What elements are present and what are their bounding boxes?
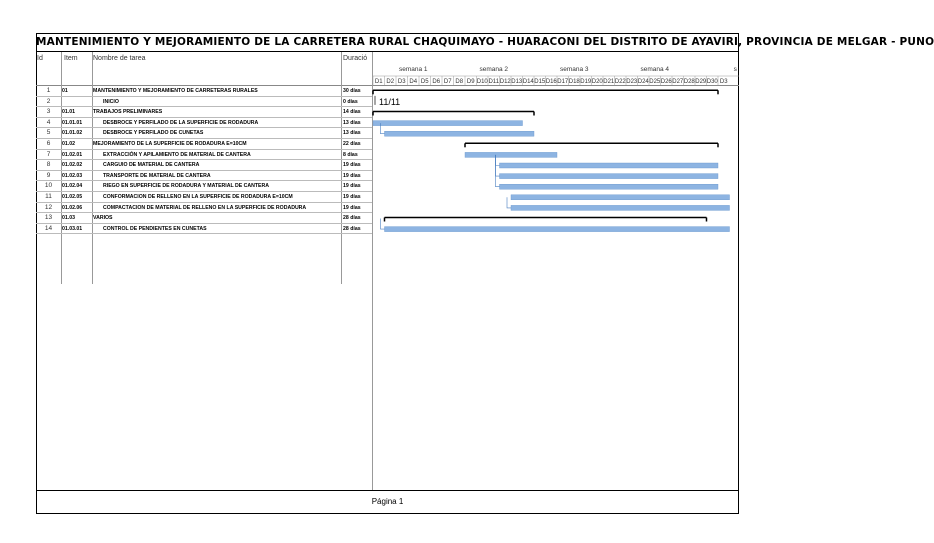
task-item: 01.03.01 [62,225,83,232]
task-dur: 8 días [343,151,358,158]
day-label: D3 [719,79,728,85]
day-label: D24 [637,79,649,85]
day-label: D20 [591,79,603,85]
task-item: 01 [62,88,68,94]
task-dur: 13 días [343,130,361,137]
task-id: 12 [44,203,53,211]
day-label: D17 [557,79,569,85]
column-header-id[interactable]: Id [37,55,43,62]
task-name: COMPACTACION DE MATERIAL DE RELLENO EN LA SUPERFICIE DE RODADURA [103,204,307,211]
task-item: 01.02.03 [62,172,83,179]
day-label: D18 [568,79,580,85]
task-bar [500,174,719,179]
task-name: TRANSPORTE DE MATERIAL DE CANTERA [103,172,211,179]
day-label: D11 [488,79,500,85]
day-label: D16 [545,79,557,85]
day-label: D26 [660,79,672,85]
task-name: VARIOS [93,215,113,222]
task-item: 01.01 [62,109,75,116]
task-dur: 19 días [343,172,361,179]
task-id: 5 [46,129,51,137]
column-header-item[interactable]: Item [64,55,78,62]
task-id: 14 [44,224,53,232]
day-label: D12 [499,79,511,85]
task-dur: 22 días [343,141,361,147]
task-dur: 28 días [343,215,361,222]
day-label: D23 [626,79,638,85]
task-item: 01.01.02 [62,130,83,137]
task-dur: 30 días [343,88,361,94]
task-item: 01.03 [62,215,75,222]
day-label: D22 [614,79,626,85]
task-item: 01.02.01 [62,151,83,158]
day-label: D13 [511,79,523,85]
column-header-duration[interactable]: Duració [343,55,368,62]
page-footer: Página 1 [36,490,739,514]
task-item: 01.02 [62,141,75,147]
task-id: 2 [46,97,51,105]
task-id: 4 [46,118,51,126]
week-label: s [733,66,737,73]
task-id: 1 [46,87,51,94]
task-dur: 19 días [343,162,361,169]
dependency-link [507,197,511,208]
task-name: EXTRACCIÓN Y APILAMIENTO DE MATERIAL DE CANTERA [103,151,251,158]
day-label: D29 [695,79,707,85]
day-label: D28 [683,79,695,85]
week-label: semana 2 [479,66,509,73]
task-item: 01.02.04 [62,183,83,190]
week-label: semana 3 [559,66,589,73]
task-name: DESBROCE Y PERFILADO DE LA SUPERFICIE DE RODADURA [103,119,259,126]
day-label: D7 [443,79,452,85]
day-label: D5 [420,79,429,85]
week-label: semana 4 [640,66,670,73]
task-id: 3 [46,108,51,116]
day-label: D4 [409,79,418,85]
day-label: D15 [534,79,546,85]
day-label: D9 [466,79,475,85]
day-label: D19 [580,79,592,85]
task-id: 13 [44,214,53,222]
task-name: TRABAJOS PRELIMINARES [93,109,163,116]
task-id: 8 [46,161,51,169]
task-dur: 28 días [343,225,361,232]
task-name: MEJORAMIENTO DE LA SUPERFICIE DE RODADURA E=10CM [93,141,247,147]
day-label: D27 [672,79,684,85]
task-id: 11 [45,193,52,200]
task-bar [373,121,523,126]
task-dur: 19 días [343,183,361,190]
dependency-link [496,155,500,187]
task-dur: 14 días [343,109,361,116]
task-bar [511,195,730,200]
task-name: CARGUIO DE MATERIAL DE CANTERA [103,162,200,169]
task-bar [500,184,719,189]
task-item: 01.02.05 [62,194,83,200]
page-title: MANTENIMIENTO Y MEJORAMIENTO DE LA CARRETERA RURAL CHAQUIMAYO - HUARACONI DEL DISTRITO DE AYAVIRI, PROVINCIA DE MELGAR - PUNO [36,33,739,52]
task-name: RIEGO EN SUPERFICIE DE RODADURA Y MATERIAL DE CANTERA [103,183,270,190]
task-id: 9 [46,171,51,179]
task-id: 10 [44,182,53,190]
task-name: CONTROL DE PENDIENTES EN CUNETAS [103,225,207,232]
day-label: D21 [603,79,615,85]
task-name: MANTENIMIENTO Y MEJORAMIENTO DE CARRETERAS RURALES [93,88,258,94]
day-label: D8 [455,79,464,85]
week-label: semana 1 [398,66,428,73]
day-label: D14 [522,79,534,85]
day-label: D6 [432,79,441,85]
task-bar [511,205,730,210]
task-item: 01.02.06 [62,204,83,211]
task-dur: 19 días [343,204,361,211]
task-id: 7 [46,150,51,158]
task-id: 6 [46,140,51,147]
day-label: D25 [649,79,661,85]
task-bar [500,163,719,168]
task-dur: 0 días [343,98,358,105]
task-bar [385,131,535,136]
task-name: DESBROCE Y PERFILADO DE CUNETAS [103,130,204,137]
column-header-name[interactable]: Nombre de tarea [93,55,146,62]
task-bar [385,227,730,232]
task-item: 01.01.01 [62,119,83,126]
task-name: INICIO [103,98,119,105]
task-bar [465,152,557,157]
milestone-label: 11/11 [379,96,401,107]
day-label: D2 [386,79,395,85]
day-label: D10 [476,79,488,85]
task-name: CONFORMACION DE RELLENO EN LA SUPERFICIE DE RODADURA E=10CM [103,194,293,200]
task-item: 01.02.02 [62,162,83,169]
task-dur: 19 días [343,194,361,200]
day-label: D1 [374,79,383,85]
day-label: D30 [706,79,718,85]
task-dur: 13 días [343,119,361,126]
day-label: D3 [397,79,406,85]
